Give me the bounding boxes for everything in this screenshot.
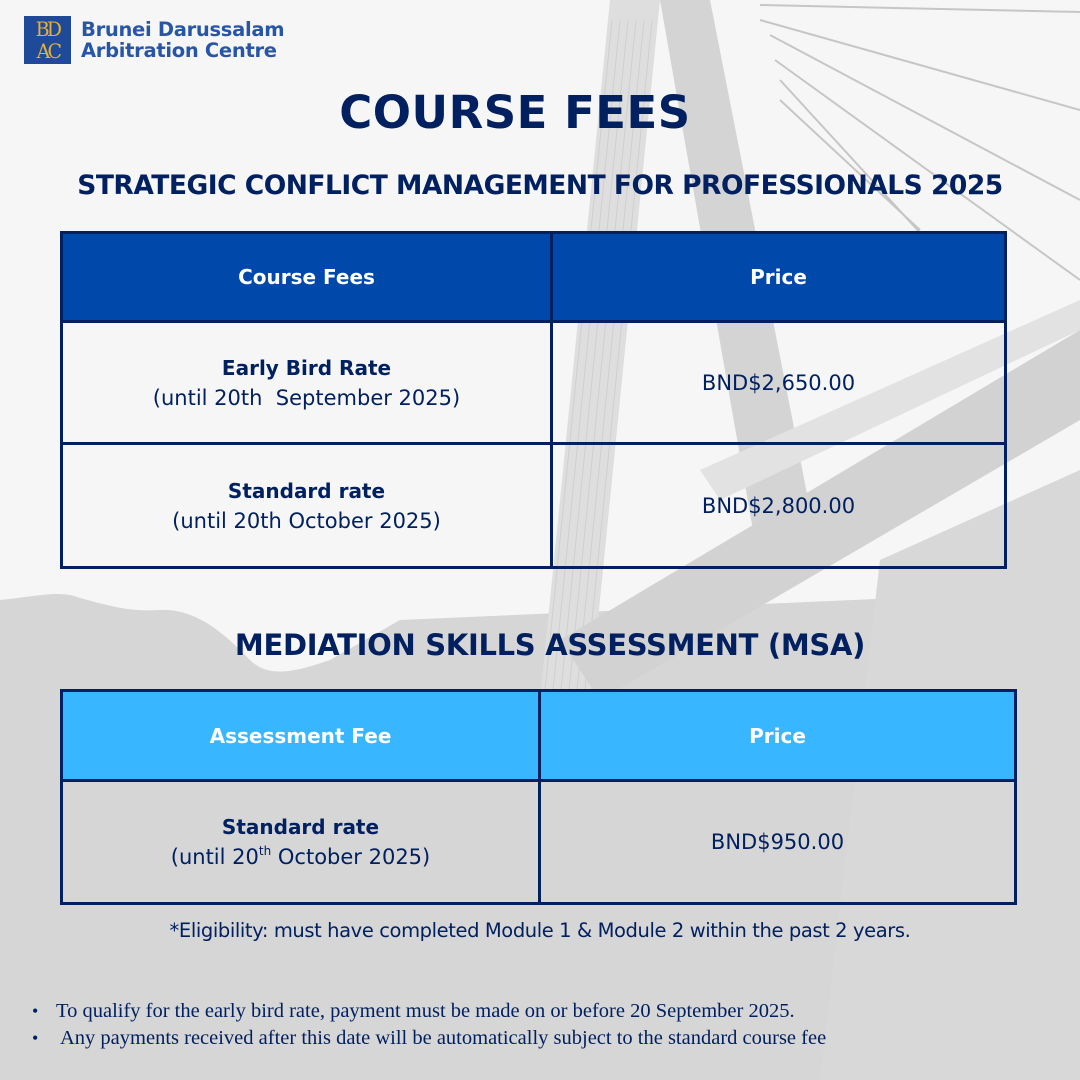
- table-header-row: [62, 233, 1006, 322]
- header-course-fees: Course Fees: [62, 233, 552, 322]
- brand-name: [81, 19, 284, 61]
- rate-label: Early Bird Rate: [221, 355, 392, 380]
- bdac-logo-icon: BD AC: [24, 16, 71, 64]
- course-heading: STRATEGIC CONFLICT MANAGEMENT FOR PROFESSIONALS 2025: [77, 170, 1003, 201]
- table-row-standard: [62, 781, 1016, 904]
- rate-label: Standard rate: [221, 815, 380, 839]
- page-title: COURSE FEES: [339, 86, 691, 139]
- rate-cell: [62, 322, 552, 444]
- course-fees-table: [60, 231, 1007, 569]
- brand-logo: [24, 16, 284, 64]
- brand-name-line1: Brunei Darussalam: [81, 18, 285, 41]
- header-price: Price: [540, 691, 1016, 781]
- rate-deadline: (until 20th October 2025): [172, 508, 441, 533]
- rate-cell: [62, 444, 552, 568]
- rate-label: Standard rate: [227, 478, 386, 503]
- header-assessment-fee: Assessment Fee: [62, 691, 540, 781]
- payment-notes-list: [32, 998, 1072, 1052]
- table-row-standard: [62, 444, 1006, 568]
- msa-heading: MEDIATION SKILLS ASSESSMENT (MSA): [234, 628, 866, 662]
- msa-fees-table: [60, 689, 1017, 905]
- list-item: • Any payments received after this date will be automatically subject to the standard course fee: [32, 1025, 1072, 1052]
- eligibility-note: *Eligibility: must have completed Module 1 & Module 2 within the past 2 years.: [169, 919, 911, 942]
- table-header-row: [62, 691, 1016, 781]
- price-cell: BND$950.00: [540, 781, 1016, 904]
- price-cell: BND$2,800.00: [552, 444, 1006, 568]
- rate-deadline: (until 20th October 2025): [170, 844, 431, 869]
- price-cell: BND$2,650.00: [552, 322, 1006, 444]
- header-price: Price: [552, 233, 1006, 322]
- rate-deadline: (until 20th September 2025): [152, 385, 461, 410]
- rate-cell: [62, 781, 540, 904]
- table-row-early-bird: [62, 322, 1006, 444]
- brand-name-line2: Arbitration Centre: [81, 39, 277, 62]
- list-item: • To qualify for the early bird rate, payment must be made on or before 20 September 2025.: [32, 998, 1072, 1025]
